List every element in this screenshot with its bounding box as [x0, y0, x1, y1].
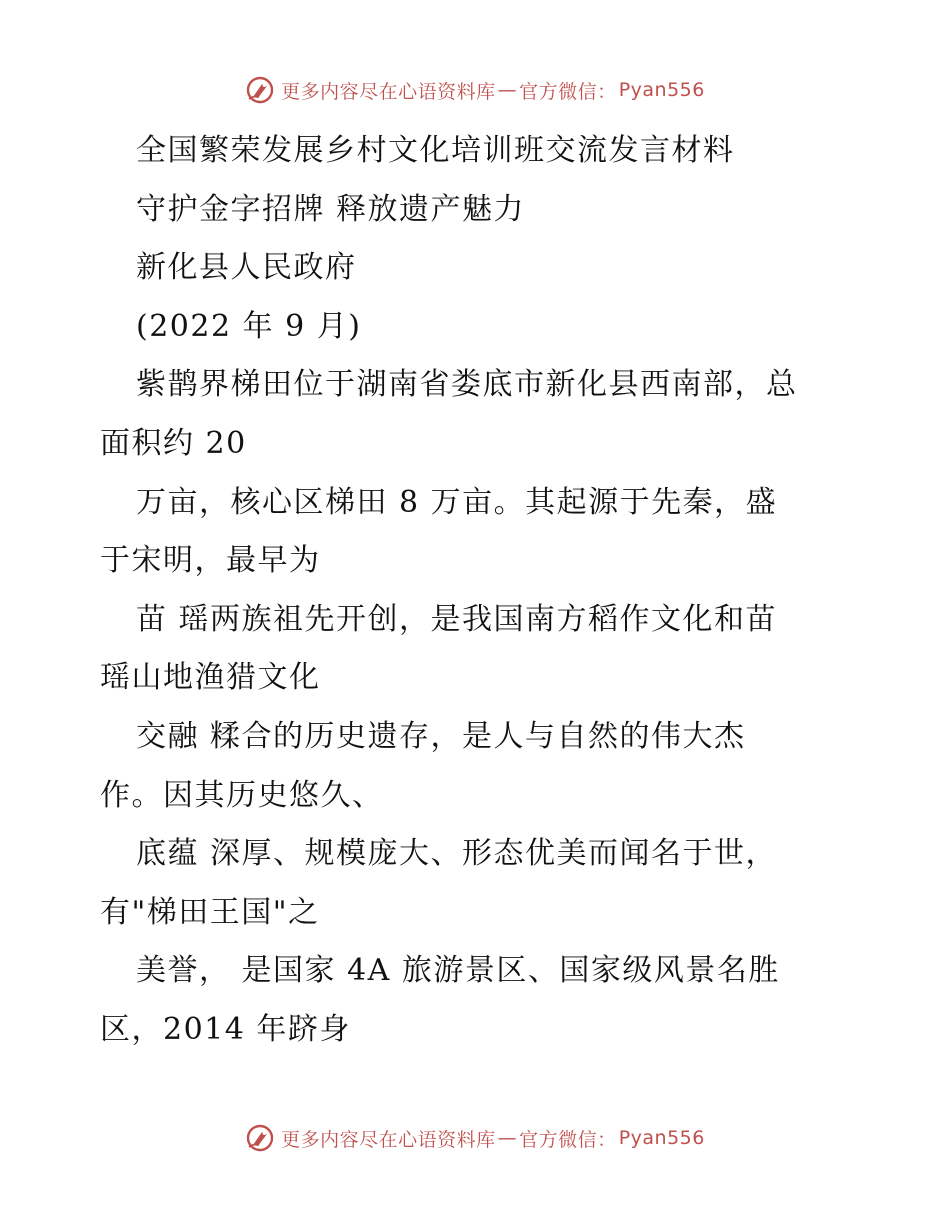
paragraph-line: 底蕴 深厚、规模庞大、形态优美而闻名于世，: [136, 836, 778, 872]
document-subtitle: 守护金字招牌 释放遗产魅力: [136, 191, 526, 227]
watermark-separator: —: [497, 79, 518, 101]
footer-watermark: [0, 1118, 950, 1158]
watermark-separator: —: [497, 1127, 518, 1149]
watermark-text: 更多内容尽在心语资料库: [281, 1128, 496, 1151]
document-author: 新化县人民政府: [136, 250, 357, 286]
document-title: 全国繁荣发展乡村文化培训班交流发言材料: [136, 133, 735, 168]
paragraph-line: 于宋明，最早为: [100, 543, 321, 579]
watermark-label: 官方微信：: [519, 1128, 617, 1151]
paragraph-line: 作。因其历史悠久、: [100, 777, 384, 813]
watermark-account: Pyan556: [618, 79, 705, 101]
watermark-text: 更多内容尽在心语资料库: [281, 80, 496, 103]
watermark-label: 官方微信：: [519, 80, 617, 103]
paragraph-line: 苗 瑶两族祖先开创，是我国南方稻作文化和苗: [136, 601, 778, 637]
paragraph-line: 交融 糅合的历史遗存，是人与自然的伟大杰: [136, 718, 746, 754]
document-body: [100, 122, 870, 1060]
paragraph-line: 瑶山地渔猎文化: [100, 660, 321, 696]
paragraph-line: 面积约 20: [100, 425, 247, 461]
watermark-account: Pyan556: [618, 1127, 705, 1149]
pen-nib-logo-icon: [245, 1123, 275, 1153]
paragraph-line: 紫鹊界梯田位于湖南省娄底市新化县西南部，总: [136, 367, 798, 403]
pen-nib-logo-icon: [245, 75, 275, 105]
paragraph-line: 美誉， 是国家 4A 旅游景区、国家级风景名胜: [136, 953, 780, 989]
paragraph-line: 区，2014 年跻身: [100, 1011, 351, 1047]
paragraph-line: 万亩，核心区梯田 8 万亩。其起源于先秦，盛: [136, 484, 778, 520]
header-watermark: [0, 70, 950, 110]
paragraph-line: 有"梯田王国"之: [100, 894, 320, 930]
document-date: (2022 年 9 月): [136, 308, 362, 344]
